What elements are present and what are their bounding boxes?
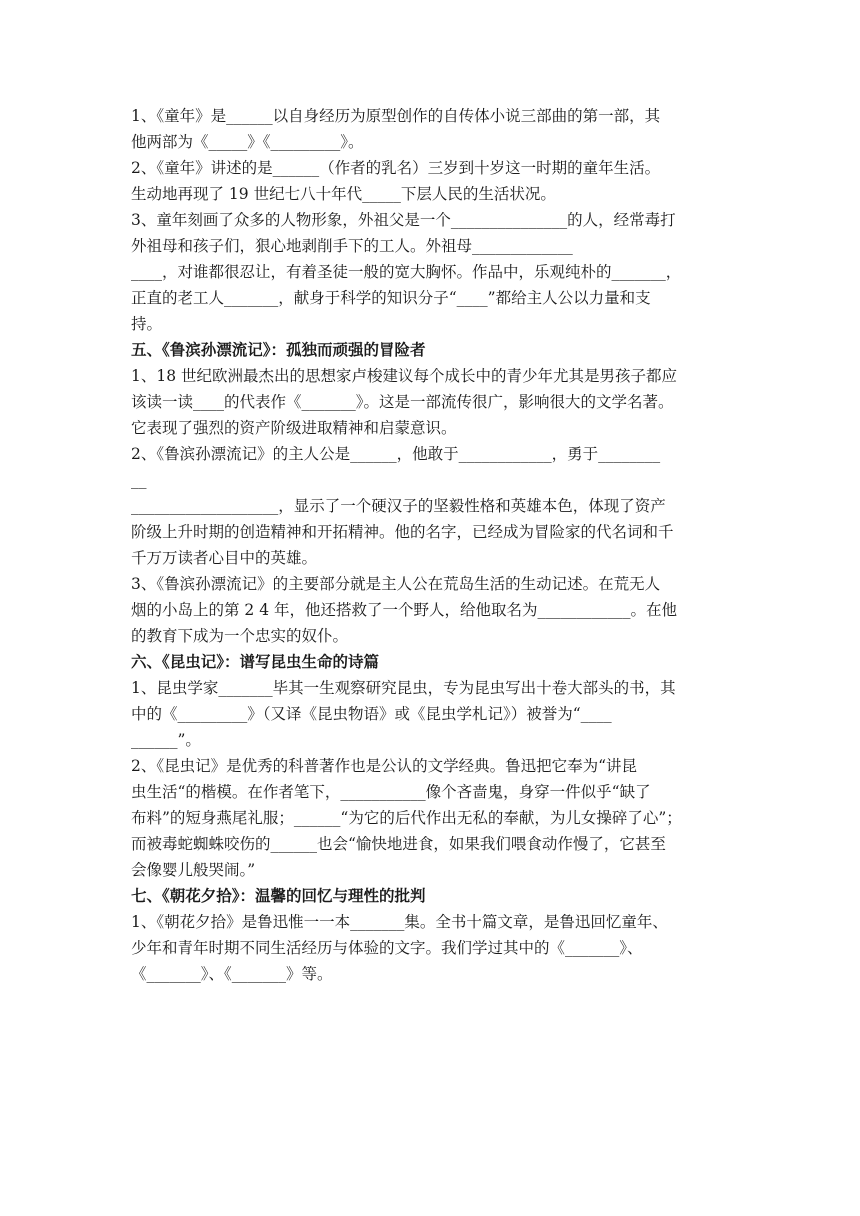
text-line: 该读一读____的代表作《_______》。这是一部流传很广，影响很大的文学名著。 <box>131 393 674 411</box>
text-line: 中的《_________》（又译《昆虫物语》或《昆虫学札记》）被誉为“____ <box>131 705 612 723</box>
text-line: 2、《鲁滨孙漂流记》的主人公是______，他敢于____________，勇于________ <box>131 445 661 463</box>
section-heading: 七、《朝花夕拾》：温馨的回忆与理性的批判 <box>131 887 426 905</box>
text-line: 会像婴儿般哭闹。” <box>131 861 256 879</box>
section-heading: 五、《鲁滨孙漂流记》：孤独而顽强的冒险者 <box>131 341 426 359</box>
text-line: 而被毒蛇蜘蛛咬伤的______也会“愉快地进食，如果我们喂食动作慢了，它甚至 <box>131 835 666 853</box>
text-line: 1、昆虫学家_______毕其一生观察研究昆虫，专为昆虫写出十卷大部头的书，其 <box>131 679 676 697</box>
text-line: 《_______》、《_______》等。 <box>131 965 333 983</box>
text-line: 布料”的短身燕尾礼服；______“为它的后代作出无私的奉献，为儿女操碎了心”； <box>131 809 682 827</box>
text-line: 阶级上升时期的创造精神和开拓精神。他的名字，已经成为冒险家的代名词和千 <box>131 523 674 541</box>
text-line: 烟的小岛上的第 2 4 年，他还搭救了一个野人，给他取名为____________。在他 <box>131 601 678 619</box>
text-line: 1、《童年》是______以自身经历为原型创作的自传体小说三部曲的第一部，其 <box>131 107 661 125</box>
text-line: 3、《鲁滨孙漂流记》的主要部分就是主人公在荒岛生活的生动记述。在荒无人 <box>131 575 661 593</box>
text-line: 虫生活“的楷模。在作者笔下，___________像个吝啬鬼，身穿一件似乎“缺了 <box>131 783 651 801</box>
text-line: 1、18 世纪欧洲最杰出的思想家卢梭建议每个成长中的青少年尤其是男孩子都应 <box>131 367 678 385</box>
text-line: 2、《童年》讲述的是______（作者的乳名）三岁到十岁这一时期的童年生活。 <box>131 159 661 177</box>
text-line: 少年和青年时期不同生活经历与体验的文字。我们学过其中的《_______》、 <box>131 939 643 957</box>
section-heading: 六、《昆虫记》：谱写昆虫生命的诗篇 <box>131 653 380 671</box>
text-line: 正直的老工人_______，献身于科学的知识分子“____”都给主人公以力量和支 <box>131 289 651 307</box>
text-line: ___________________，显示了一个硬汉子的坚毅性格和英雄本色，体现了资产 <box>131 497 666 515</box>
text-line: 2、《昆虫记》是优秀的科普著作也是公认的文学经典。鲁迅把它奉为“讲昆 <box>131 757 638 775</box>
text-line: 的教育下成为一个忠实的奴仆。 <box>131 627 349 645</box>
text-line: ____，对谁都很忍让，有着圣徒一般的宽大胸怀。作品中，乐观纯朴的_______， <box>131 263 682 281</box>
text-line: 持。 <box>131 315 163 333</box>
text-line: 千万万读者心目中的英雄。 <box>131 549 318 567</box>
text-line: 生动地再现了 19 世纪七八十年代_____下层人民的生活状况。 <box>131 185 556 203</box>
text-line: 外祖母和孩子们，狠心地剥削手下的工人。外祖母_____________ <box>131 237 573 255</box>
text-line: __ <box>131 471 147 489</box>
text-line: 他两部为《_____》《_________》。 <box>131 133 364 151</box>
text-line: ______”。 <box>131 731 201 749</box>
document-page <box>131 103 731 987</box>
text-line: 3、童年刻画了众多的人物形象，外祖父是一个_______________的人，经常毒打 <box>131 211 676 229</box>
text-line: 它表现了强烈的资产阶级进取精神和启蒙意识。 <box>131 419 457 437</box>
text-line: 1、《朝花夕拾》是鲁迅惟一一本_______集。全书十篇文章，是鲁迅回忆童年、 <box>131 913 668 931</box>
